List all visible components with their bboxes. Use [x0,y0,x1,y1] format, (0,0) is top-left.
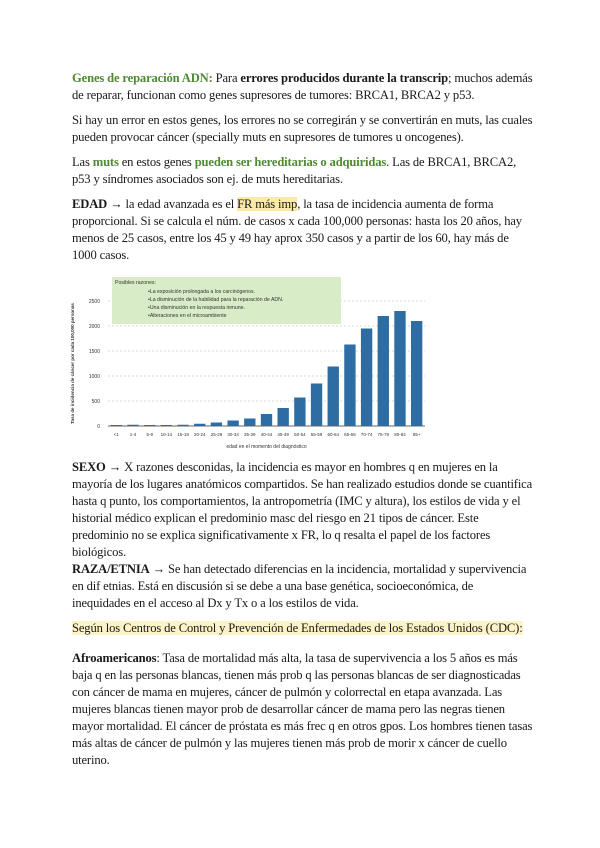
text: → la edad avanzada es el [107,197,238,211]
x-tick-label: 50-54 [294,432,306,437]
bold-text: errores producidos durante la transcrip [240,71,448,85]
text: Las [72,155,93,169]
x-tick-label: 65-69 [344,432,356,437]
text: Si hay un error en estos genes, los errores no se corregirán y se convertirán en muts, las cuales pueden provocar cáncer (specially muts en supresores de tumores u oncogenes). [72,113,533,144]
x-tick-label: 70-74 [360,432,373,437]
paragraph-dna-repair-genes [72,70,534,104]
highlighted-text: Según los Centros de Control y Prevención de Enfermedades de los Estados Unidos (CDC): [72,621,523,635]
paragraph-afroamericanos [72,650,534,769]
paragraph-raza [72,561,534,612]
text: → Se han detectado diferencias en la incidencia, mortalidad y supervivencia en dif etnias. Está en discusión si se debe a una base genética, socioeconómica, de inequidades en el acceso al Dx y Tx o a los estilos de vida. [72,562,527,610]
heading: EDAD [72,197,108,211]
bar-40-44 [261,414,272,426]
annotation-title: Posibles razones: [115,280,156,286]
annotation-item: •La exposición prolongada a los carcinógenos. [148,289,256,295]
x-tick-label: <1 [113,432,119,437]
text: ; muchos además de reparar, funcionan como genes supresores de tumores: BRCA1, BRCA2 y p53. [72,71,533,102]
highlight-term: pueden ser hereditarias o adquiridas [194,155,387,169]
annotation-item: •Una disminución en la respuesta inmune. [148,305,245,311]
x-tick-label: 40-44 [260,432,273,437]
x-tick-label: 1-4 [129,432,137,437]
text: : Tasa de mortalidad más alta, la tasa de supervivencia a los 5 años es más baja q en las personas blancas, tienen más prob q las personas blancas de ser diagnosticadas con cáncer de mama en mujeres, cáncer de pulmón y colorrectal en etapa avanzada. Las mujeres blancas tienen mayor prob de desarrollar cáncer de mama pero las negras tienen mayor mortalidad. El cáncer de próstata es más frec q en otros gpos. Los hombres tienen tasas más altas de cáncer de pulmón y las mujeres tienen más prob de morir x cáncer de cuello uterino. [72,651,533,767]
bar-80-84 [394,311,405,426]
y-tick-label: 0 [97,424,100,430]
paragraph-sexo [72,459,534,561]
text: , la tasa de incidencia aumenta de forma proporcional. Si se calcula el núm. de casos x cada 100,000 personas: hasta los 20 años, hay menos de 25 casos, entre los 45 y 49 hay aprox 350 casos y a partir de los 60, hay más de 1000 casos. [72,197,522,262]
x-tick-label: 15-19 [177,432,189,437]
bar-20-24 [194,424,205,426]
text: Para [212,71,241,85]
bar-65-69 [344,345,355,427]
x-tick-label: 30-34 [227,432,239,437]
bar-15-19 [177,425,188,426]
highlight-term: muts [92,155,119,169]
heading: Genes de reparación ADN: [72,71,213,85]
x-tick-label: 60-64 [327,432,339,437]
paragraph-muts [72,154,534,188]
heading: RAZA/ETNIA [72,562,150,576]
x-tick-label: 80-84 [394,432,406,437]
x-tick-label: 85+ [412,432,421,437]
text: en estos genes [118,155,195,169]
bar-5-9 [144,425,155,426]
bar-85+ [411,321,422,426]
incidence-by-age-chart [60,265,480,455]
y-tick-label: 1500 [88,349,100,355]
bar-75-79 [378,316,389,426]
bar-45-49 [278,408,289,426]
bar-<1 [111,425,122,426]
y-tick-label: 2000 [88,324,100,330]
annotation-item: •Alteraciones en el microambiente [148,313,227,319]
bar-70-74 [361,329,372,427]
text: → X razones desconidas, la incidencia es mayor en hombres q en mujeres en la mayoría de los lugares anatómicos compartidos. Se han realizado estudios donde se cuantifica hasta q punto, los comportamientos, la antropometría (IMC y altura), los estilos de vida y el historial médico explican el predominio masc del riesgo en 21 tipos de cáncer. Este predominio no se explica significativamente x FR, lo q resalta el papel de los factores biológicos. [72,460,533,559]
bar-55-59 [311,384,322,427]
paragraph-errors [72,112,534,146]
paragraph-edad [72,196,534,264]
x-tick-label: 10-14 [160,432,173,437]
annotation-item: •La disminución de la habilidad para la reparación de ADN. [148,297,284,303]
bar-50-54 [294,398,305,427]
bar-25-29 [211,423,222,427]
heading: Afroamericanos [72,651,157,665]
bar-35-39 [244,419,255,427]
x-tick-label: 5-9 [146,432,153,437]
bar-10-14 [161,425,172,426]
text: . Las de BRCA1, BRCA2, p53 y síndromes asociados son ej. de muts hereditarias. [72,155,517,186]
x-tick-label: 35-39 [244,432,256,437]
x-tick-label: 75-79 [377,432,390,437]
y-tick-label: 500 [91,399,100,405]
paragraph-cdc [72,620,534,637]
heading: SEXO [72,460,106,474]
bar-1-4 [127,425,138,426]
y-tick-label: 2500 [88,299,100,305]
x-axis-label: edad en el momento del diagnóstico [226,444,307,450]
x-tick-label: 20-24 [194,432,206,437]
x-tick-label: 45-49 [277,432,289,437]
y-tick-label: 1000 [88,374,100,380]
bar-60-64 [328,367,339,427]
bar-30-34 [227,421,238,427]
y-axis-label: Tasa de incidencia de cáncer por cada 100,000 personas [70,303,75,424]
x-tick-label: 55-59 [310,432,323,437]
x-tick-label: 25-29 [210,432,223,437]
highlighted-text: FR más imp [237,197,298,211]
